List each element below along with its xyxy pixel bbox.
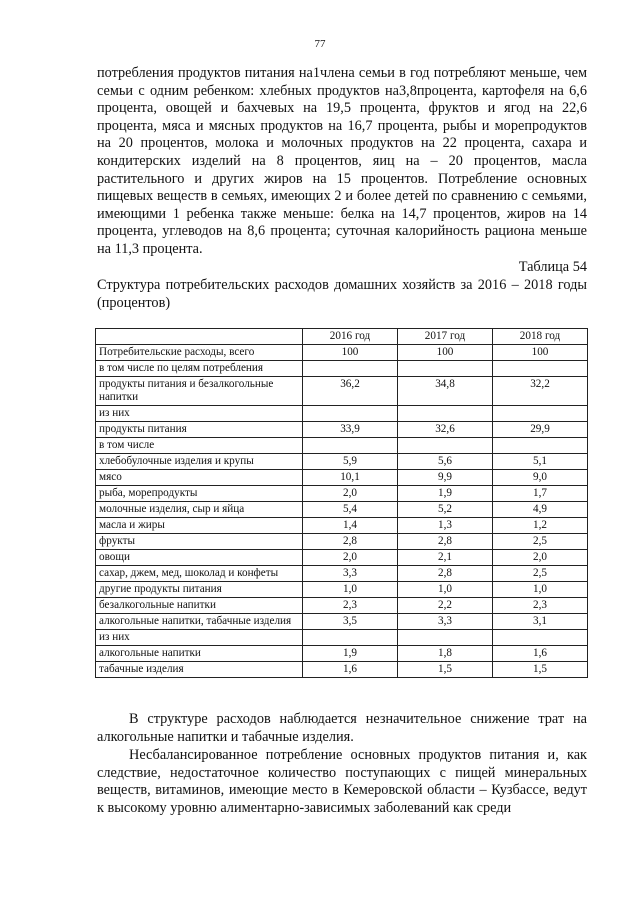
table-row [96,361,588,377]
table-row [96,345,588,361]
body-paragraph-2: В структуре расходов наблюдается незначительное снижение трат на алкогольные напитки и табачные изделия. [97,711,587,745]
value-cell: 1,9 [303,646,398,662]
table-number-label: Таблица 54 [518,259,587,275]
header-cell-empty [96,329,303,345]
header-cell-2016: 2016 год [303,329,398,345]
value-cell [398,406,493,422]
row-label: в том числе [96,438,303,454]
value-cell: 3,3 [303,566,398,582]
value-cell [303,438,398,454]
row-label: масла и жиры [96,518,303,534]
value-cell: 32,6 [398,422,493,438]
value-cell [493,406,588,422]
row-label: мясо [96,470,303,486]
value-cell: 2,2 [398,598,493,614]
value-cell [303,361,398,377]
value-cell: 2,0 [303,550,398,566]
value-cell: 3,5 [303,614,398,630]
value-cell: 5,9 [303,454,398,470]
table-row [96,422,588,438]
row-label: безалкогольные напитки [96,598,303,614]
value-cell: 2,0 [303,486,398,502]
table-row [96,662,588,678]
value-cell: 1,0 [398,582,493,598]
value-cell: 1,2 [493,518,588,534]
value-cell: 100 [303,345,398,361]
value-cell: 32,2 [493,377,588,406]
value-cell: 3,1 [493,614,588,630]
value-cell: 2,8 [398,534,493,550]
row-label: в том числе по целям потребления [96,361,303,377]
row-label: продукты питания [96,422,303,438]
value-cell: 2,8 [398,566,493,582]
body-paragraph-3: Несбалансированное потребление основных продуктов питания и, как следствие, недостаточное количество поступающих с пищей минеральных веществ, витаминов, имеющие место в Кемеровской области – Кузбассе, ведут к высокому уровню алиментарно-зависимых заболеваний как среди [97,747,587,816]
table-row [96,534,588,550]
row-label: из них [96,406,303,422]
row-label: другие продукты питания [96,582,303,598]
table-row [96,486,588,502]
value-cell [303,630,398,646]
table-body [96,345,588,678]
value-cell: 2,3 [303,598,398,614]
value-cell: 1,4 [303,518,398,534]
table-row [96,646,588,662]
table-row [96,582,588,598]
table-row [96,470,588,486]
value-cell [493,361,588,377]
row-label: фрукты [96,534,303,550]
value-cell: 5,1 [493,454,588,470]
value-cell: 1,6 [303,662,398,678]
value-cell: 5,6 [398,454,493,470]
table-row [96,518,588,534]
table-row [96,550,588,566]
value-cell: 1,5 [493,662,588,678]
value-cell: 100 [493,345,588,361]
value-cell: 1,5 [398,662,493,678]
table-row [96,630,588,646]
value-cell [398,361,493,377]
value-cell [493,630,588,646]
table-row [96,406,588,422]
table-header-row [96,329,588,345]
value-cell: 1,8 [398,646,493,662]
value-cell: 36,2 [303,377,398,406]
row-label: овощи [96,550,303,566]
value-cell: 34,8 [398,377,493,406]
body-paragraph-1: потребления продуктов питания на1члена семьи в год потребляют меньше, чем семьи с одним ребенком: хлебных продуктов на3,8процента, картофеля на 6,6 процента, овощей и бахчевых на 19,5 процента, фруктов и ягод на 22,6 процента, мяса и мясных продуктов на 16,7 процента, рыбы и морепродуктов на 20 процентов, молока и молочных продуктов на 22 процента, сахара и кондитерских изделий на 8 процентов, яиц на – 20 процентов, масла растительного и других жиров на 15 процентов. Потребление основных пищевых веществ в семьях, имеющих 2 и более детей по сравнению с семьями, имеющими 1 ребенка также меньше: белка на 14,7 процентов, жиров на 14 процента, углеводов на 8,6 процента; суточная калорийность рациона меньше на 11,3 процента. [97,65,587,257]
value-cell [303,406,398,422]
row-label: рыба, морепродукты [96,486,303,502]
value-cell: 29,9 [493,422,588,438]
value-cell: 2,1 [398,550,493,566]
table-row [96,614,588,630]
value-cell: 1,7 [493,486,588,502]
value-cell: 2,5 [493,566,588,582]
header-cell-2018: 2018 год [493,329,588,345]
value-cell: 1,0 [493,582,588,598]
value-cell: 5,4 [303,502,398,518]
value-cell: 1,3 [398,518,493,534]
value-cell: 2,0 [493,550,588,566]
value-cell [398,438,493,454]
table-row [96,454,588,470]
value-cell: 3,3 [398,614,493,630]
value-cell: 1,9 [398,486,493,502]
row-label: алкогольные напитки, табачные изделия [96,614,303,630]
row-label: табачные изделия [96,662,303,678]
value-cell: 1,6 [493,646,588,662]
row-label: молочные изделия, сыр и яйца [96,502,303,518]
value-cell: 10,1 [303,470,398,486]
value-cell: 2,3 [493,598,588,614]
table-row [96,438,588,454]
row-label: хлебобулочные изделия и крупы [96,454,303,470]
value-cell: 33,9 [303,422,398,438]
table-row [96,566,588,582]
row-label: продукты питания и безалкогольные напитки [96,377,303,406]
table-caption: Структура потребительских расходов домашних хозяйств за 2016 – 2018 годы (процентов) [97,277,587,311]
value-cell: 5,2 [398,502,493,518]
consumer-expenditure-table [95,328,588,678]
header-cell-2017: 2017 год [398,329,493,345]
row-label: алкогольные напитки [96,646,303,662]
page-number: 77 [314,38,326,50]
value-cell: 4,9 [493,502,588,518]
value-cell: 100 [398,345,493,361]
table-row [96,377,588,406]
table-row [96,598,588,614]
value-cell: 9,9 [398,470,493,486]
row-label: сахар, джем, мед, шоколад и конфеты [96,566,303,582]
value-cell [493,438,588,454]
table-row [96,502,588,518]
value-cell: 1,0 [303,582,398,598]
value-cell: 9,0 [493,470,588,486]
row-label: Потребительские расходы, всего [96,345,303,361]
value-cell: 2,8 [303,534,398,550]
value-cell [398,630,493,646]
row-label: из них [96,630,303,646]
value-cell: 2,5 [493,534,588,550]
